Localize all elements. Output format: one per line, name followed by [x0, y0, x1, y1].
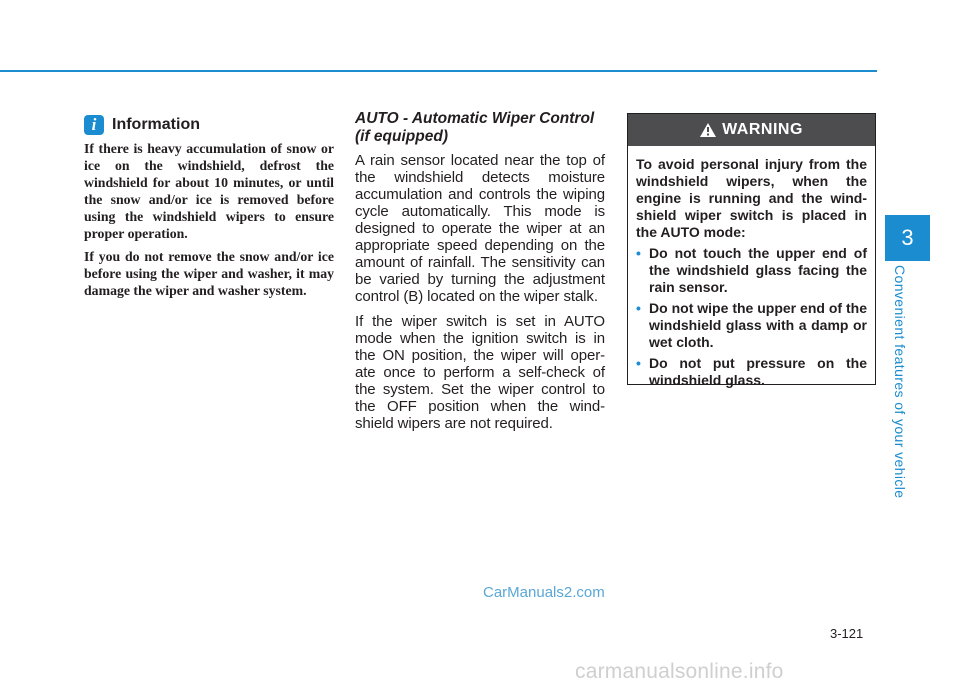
warning-title: WARNING: [722, 121, 803, 138]
information-title: Information: [112, 116, 200, 133]
watermark-bottom: carmanualsonline.info: [575, 660, 784, 683]
section-heading: AUTO - Automatic Wiper Control (if equipped): [355, 110, 595, 145]
warning-bullet-item: • Do not put pressure on the windshield glass.: [636, 355, 867, 388]
bullet-icon: •: [636, 300, 641, 316]
warning-lead: To avoid personal injury from the windshield wipers, when the engine is running and the wind-shield wiper switch is placed in the AUTO mode:: [636, 156, 867, 240]
section-paragraph: A rain sensor located near the top of the windshield detects moisture accumulation and controls the wiping cycle automatically. This mode is designed to operate the wiper at an appropriate speed depending on the amount of rainfall. The sensitivity can be varied by turning the adjustment control (B) located on the wiper stalk.: [355, 152, 605, 305]
page-number: 3-121: [830, 626, 864, 641]
info-icon: i: [84, 115, 104, 135]
bullet-icon: •: [636, 245, 641, 261]
warning-body: [628, 146, 875, 389]
information-heading: [84, 115, 200, 135]
warning-box: [627, 113, 876, 388]
section-paragraph: If the wiper switch is set in AUTO mode when the ignition switch is in the ON position, the wiper will oper-ate once to perform a self-check of the system. Set the wiper control to the OFF position when the wind-shield wipers are not required.: [355, 313, 605, 432]
warning-header: [628, 114, 875, 146]
chapter-label: Convenient features of your vehicle: [892, 265, 908, 499]
information-body: [84, 140, 334, 305]
header-rule: [0, 70, 877, 72]
warning-list: [636, 245, 867, 389]
warning-triangle-icon: [700, 123, 716, 137]
watermark-top: CarManuals2.com: [483, 584, 605, 601]
warning-bullet-item: • Do not wipe the upper end of the windshield glass with a damp or wet cloth.: [636, 300, 867, 350]
chapter-tab: 3: [885, 215, 930, 261]
warning-bullet-item: • Do not touch the upper end of the windshield glass facing the rain sensor.: [636, 245, 867, 295]
bullet-icon: •: [636, 355, 641, 371]
auto-wiper-section: [355, 110, 605, 440]
information-paragraph: If you do not remove the snow and/or ice before using the wiper and washer, it may damage the wiper and washer system.: [84, 249, 334, 298]
information-paragraph: If there is heavy accumulation of snow or ice on the windshield, defrost the windshield for about 10 minutes, or until the snow and/or ice is removed before using the windshield wipers to ensure proper operation.: [84, 141, 334, 241]
